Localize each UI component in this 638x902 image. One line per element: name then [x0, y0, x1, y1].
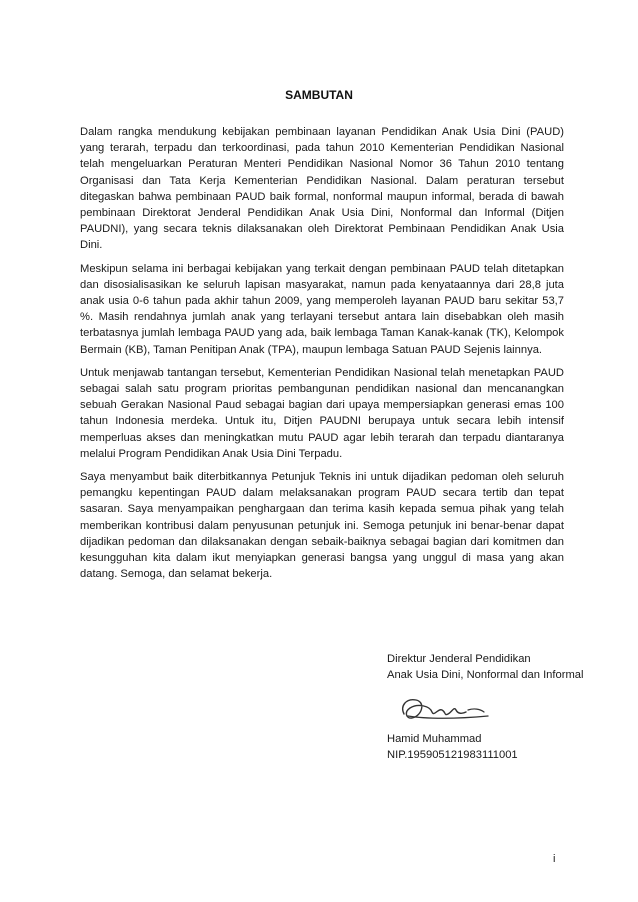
signatory-block	[387, 731, 627, 763]
signatory-position-line-1: Direktur Jenderal Pendidikan	[387, 653, 531, 665]
paragraph-3: Untuk menjawab tantangan tersebut, Kementerian Pendidikan Nasional telah menetapkan PAUD sebagai salah satu program prioritas pembangunan pendidikan nasional dan mencanangkan sebuah Gerakan Nasional Paud sebagai bagian dari upaya mempersiapkan generasi emas 100 tahun Indonesia merdeka. Untuk itu, Ditjen PAUDNI berupaya untuk secara lebih intensif memperluas akses dan meningkatkan mutu PAUD agar lebih terarah dan terpadu diantaranya melalui Program Pendidikan Anak Usia Dini Terpadu.	[80, 366, 564, 460]
signatory-position-line-2: Anak Usia Dini, Nonformal dan Informal	[387, 669, 584, 681]
signatory-nip: NIP.195905121983111001	[387, 749, 518, 761]
paragraph-4: Saya menyambut baik diterbitkannya Petunjuk Teknis ini untuk dijadikan pedoman oleh seluruh pemangku kepentingan PAUD dalam melaksanakan program PAUD secara tertib dan tepat sasaran. Saya menyampaikan penghargaan dan terima kasih kepada semua pihak yang telah memberikan kontribusi dalam penyusunan petunjuk ini. Semoga petunjuk ini benar-benar dapat dijadikan pedoman dan dilaksanakan dengan sebaik-baiknya sebagai bagian dari komitmen dan kesungguhan kita dalam ikut menyiapkan generasi bangsa yang unggul di masa yang akan datang. Semoga, dan selamat bekerja.	[80, 471, 564, 581]
signatory-position	[387, 651, 627, 683]
body-text	[80, 124, 564, 589]
signatory-name: Hamid Muhammad	[387, 733, 482, 745]
handwritten-signature	[396, 692, 496, 726]
page-title: SAMBUTAN	[285, 88, 353, 102]
page-number: i	[553, 853, 556, 865]
paragraph-2: Meskipun selama ini berbagai kebijakan yang terkait dengan pembinaan PAUD telah ditetapkan dan disosialisasikan ke seluruh lapisan masyarakat, namun pada kenyataannya dari 28,8 juta anak usia 0-6 tahun pada akhir tahun 2009, yang memperoleh layanan PAUD baru sekitar 53,7 %. Masih rendahnya jumlah anak yang terlayani tersebut antara lain disebabkan oleh masih terbatasnya jumlah lembaga PAUD yang ada, baik lembaga Taman Kanak-kanak (TK), Kelompok Bermain (KB), Taman Penitipan Anak (TPA), maupun lembaga Satuan PAUD Sejenis lainnya.	[80, 262, 564, 356]
paragraph-1: Dalam rangka mendukung kebijakan pembinaan layanan Pendidikan Anak Usia Dini (PAUD) yang terarah, terpadu dan terkoordinasi, pada tahun 2010 Kementerian Pendidikan Nasional telah mengeluarkan Peraturan Menteri Pendidikan Nasional Nomor 36 Tahun 2010 tentang Organisasi dan Tata Kerja Kementerian Pendidikan Nasional. Dalam peraturan tersebut ditegaskan bahwa pembinaan PAUD baik formal, nonformal maupun informal, berada di bawah pembinaan Direktorat Jenderal Pendidikan Anak Usia Dini, Nonformal dan Informal (Ditjen PAUDNI), yang secara teknis dilaksanakan oleh Direktorat Pembinaan Pendidikan Anak Usia Dini.	[80, 126, 564, 252]
